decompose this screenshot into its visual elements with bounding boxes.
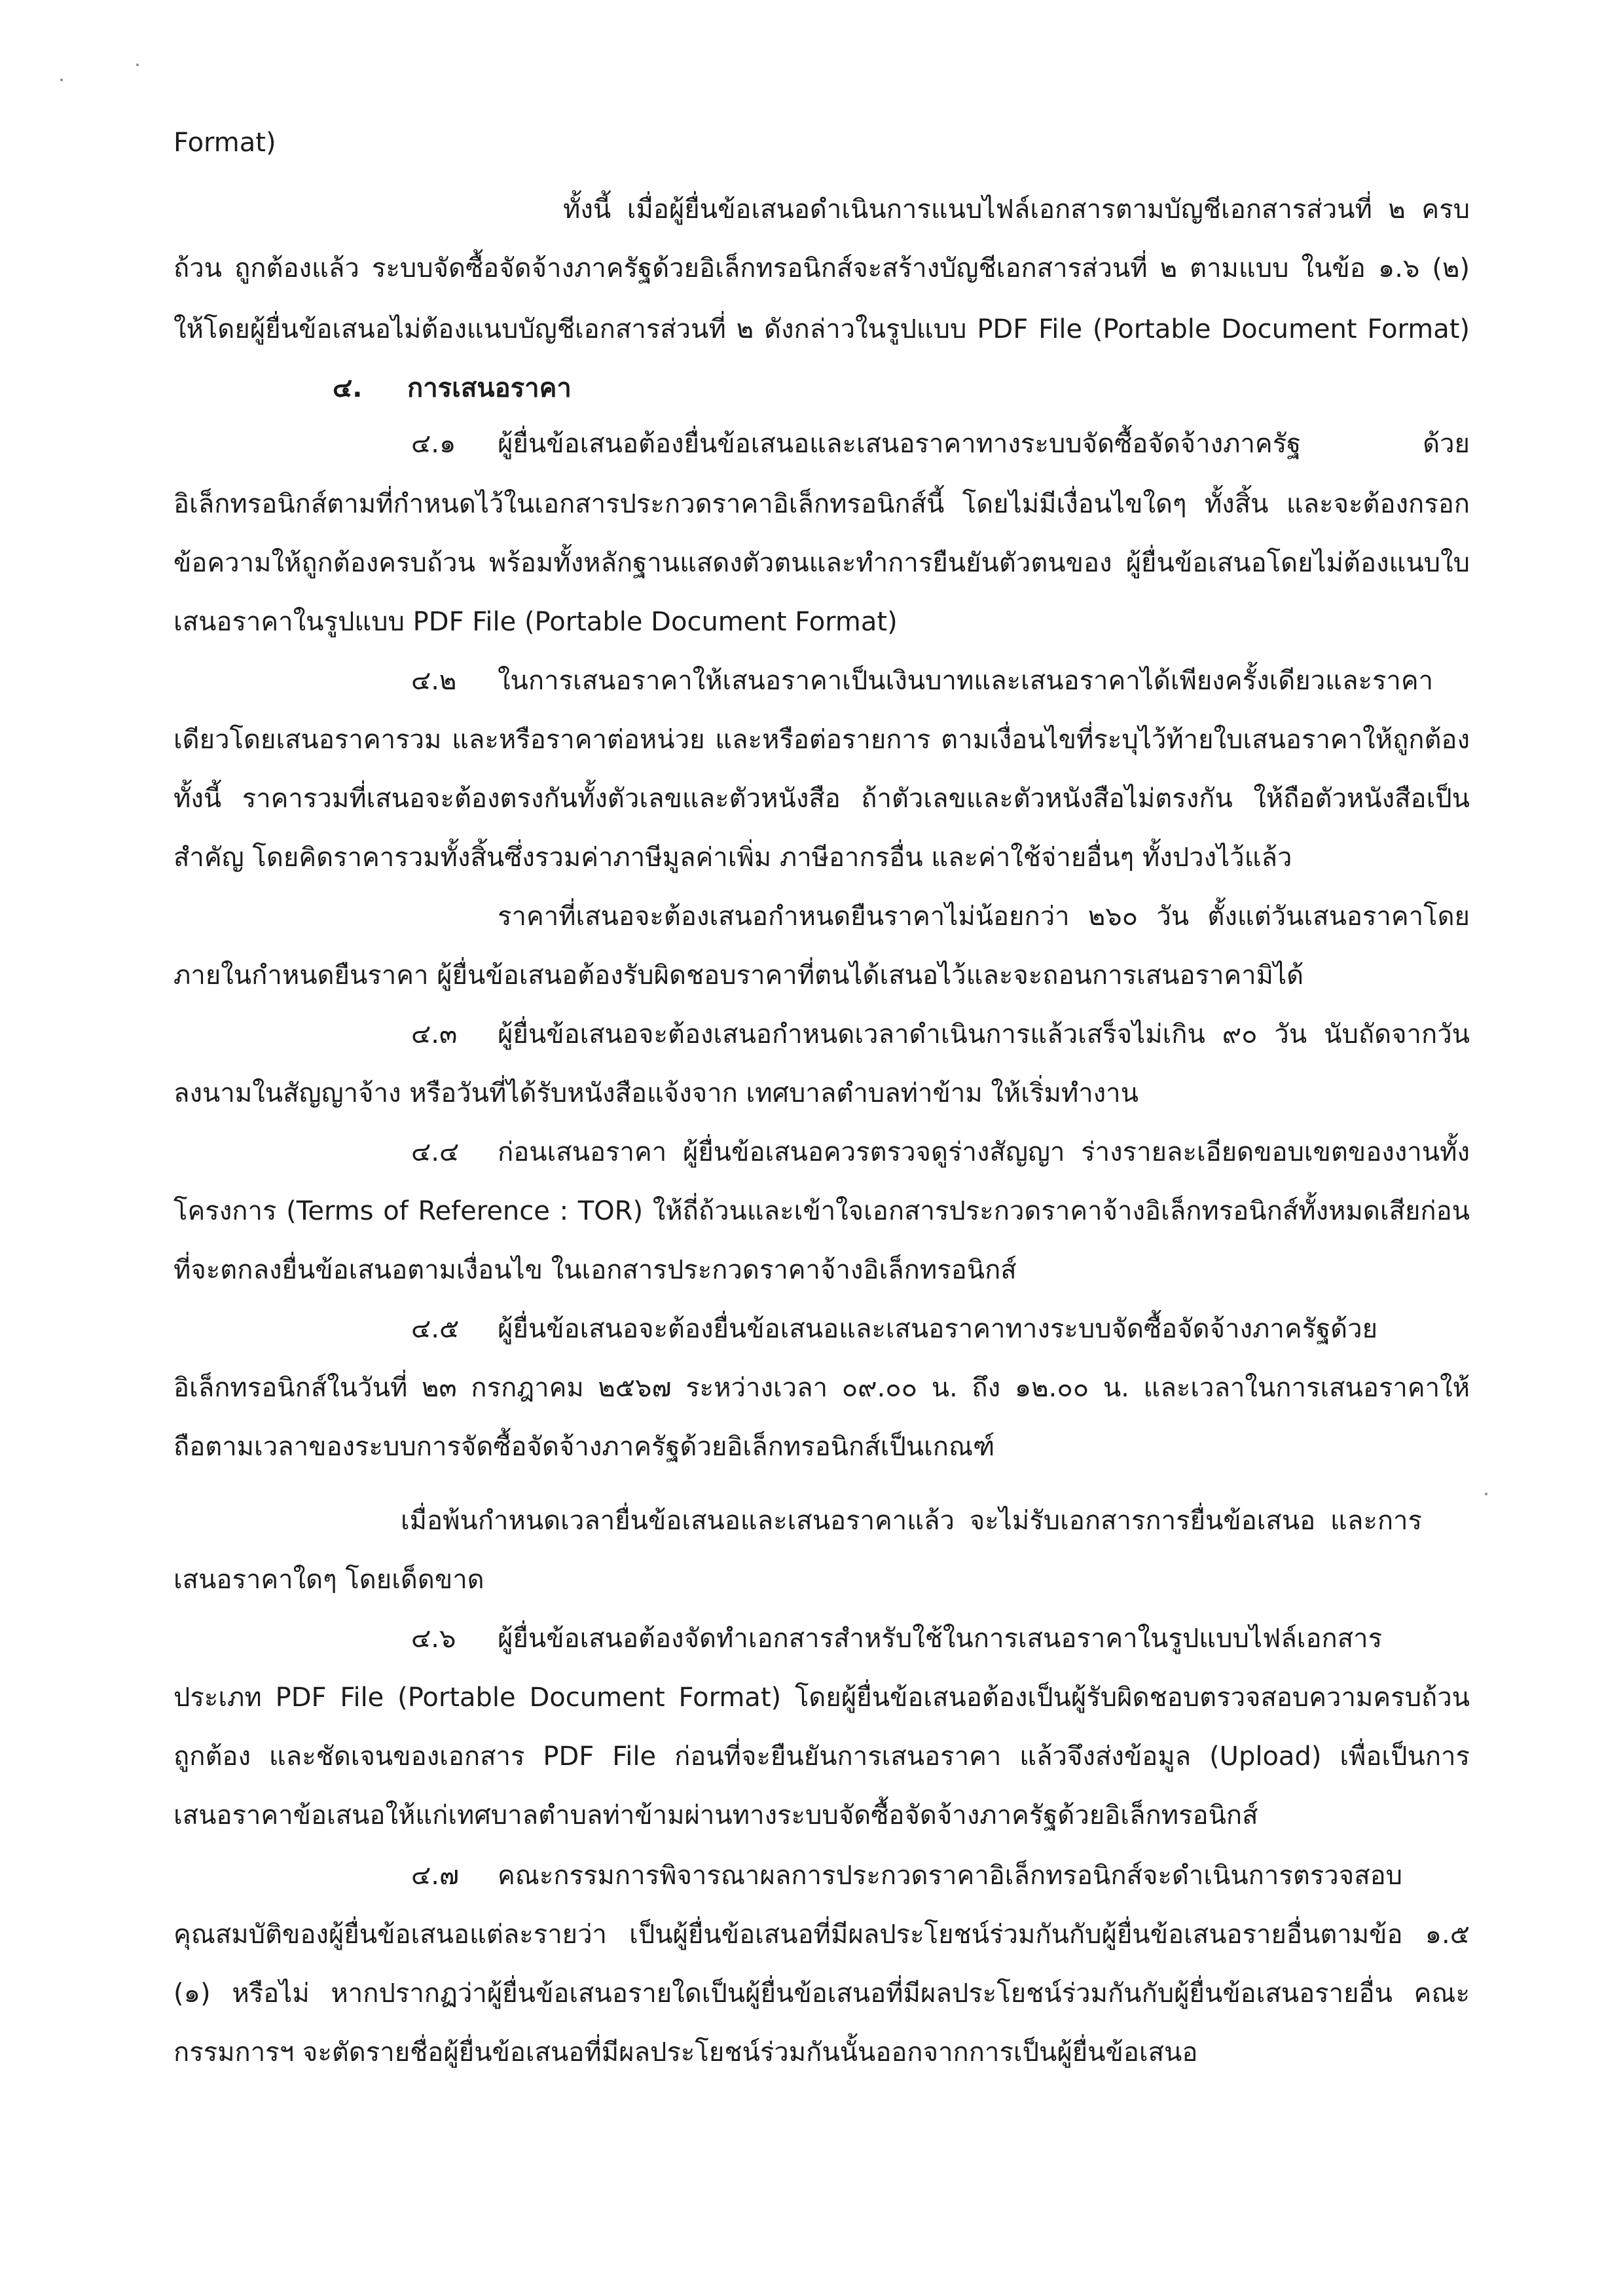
text-line: กรรมการฯ จะตัดรายชื่อผู้ยื่นข้อเสนอที่มีผลประโยชน์ร่วมกันนั้นออกจากการเป็นผู้ยื่นข้อเสนอ xyxy=(173,2037,1198,2068)
text-line: (๑) หรือไม่ หากปรากฏว่าผู้ยื่นข้อเสนอรายใดเป็นผู้ยื่นข้อเสนอที่มีผลประโยชน์ร่วมกันกับผู้ยื่นข้อเสนอรายอื่น คณะ xyxy=(173,1978,1470,2009)
text-line: เสนอราคาข้อเสนอให้แก่เทศบาลตำบลท่าข้ามผ่านทางระบบจัดซื้อจัดจ้างภาครัฐด้วยอิเล็กทรอนิกส์ xyxy=(173,1800,1258,1831)
section-number: ๔. xyxy=(333,373,363,403)
clause-number: ๔.๗ xyxy=(411,1861,460,1891)
section-heading: การเสนอราคา xyxy=(407,373,572,403)
text-line: ราคาที่เสนอจะต้องเสนอกำหนดยืนราคาไม่น้อยกว่า ๒๖๐ วัน ตั้งแต่วันเสนอราคาโดย xyxy=(498,902,1470,932)
text-line: ถือตามเวลาของระบบการจัดซื้อจัดจ้างภาครัฐด้วยอิเล็กทรอนิกส์เป็นเกณฑ์ xyxy=(173,1432,995,1462)
scan-speck xyxy=(136,64,139,66)
clause-number: ๔.๒ xyxy=(411,666,457,696)
text-line: ในการเสนอราคาให้เสนอราคาเป็นเงินบาทและเสนอราคาได้เพียงครั้งเดียวและราคา xyxy=(498,666,1434,696)
text-line: อิเล็กทรอนิกส์ตามที่กำหนดไว้ในเอกสารประกวดราคาอิเล็กทรอนิกส์นี้ โดยไม่มีเงื่อนไขใดๆ ทั้งสิ้น และจะต้องกรอก xyxy=(173,489,1470,519)
clause-number: ๔.๑ xyxy=(411,429,456,459)
text-line: เสนอราคาในรูปแบบ PDF File (Portable Document Format) xyxy=(173,607,898,637)
text-line: ผู้ยื่นข้อเสนอต้องจัดทำเอกสารสำหรับใช้ในการเสนอราคาในรูปแบบไฟล์เอกสาร xyxy=(498,1624,1383,1654)
text-line: ผู้ยื่นข้อเสนอจะต้องยื่นข้อเสนอและเสนอราคาทางระบบจัดซื้อจัดจ้างภาครัฐด้วย xyxy=(498,1314,1378,1344)
text-line: ก่อนเสนอราคา ผู้ยื่นข้อเสนอควรตรวจดูร่างสัญญา ร่างรายละเอียดขอบเขตของงานทั้ง xyxy=(498,1137,1470,1167)
text-line: คณะกรรมการพิจารณาผลการประกวดราคาอิเล็กทรอนิกส์จะดำเนินการตรวจสอบ xyxy=(498,1861,1403,1891)
scan-speck xyxy=(60,79,63,81)
text-line: เสนอราคาใดๆ โดยเด็ดขาด xyxy=(173,1565,484,1595)
text-line: ประเภท PDF File (Portable Document Format) โดยผู้ยื่นข้อเสนอต้องเป็นผู้รับผิดชอบตรวจสอบความครบถ้วน xyxy=(173,1683,1470,1713)
text-line: ภายในกำหนดยืนราคา ผู้ยื่นข้อเสนอต้องรับผิดชอบราคาที่ตนได้เสนอไว้และจะถอนการเสนอราคามิได้ xyxy=(173,960,1304,991)
text-line: ให้โดยผู้ยื่นข้อเสนอไม่ต้องแนบบัญชีเอกสารส่วนที่ ๒ ดังกล่าวในรูปแบบ PDF File (Portable Document Format) xyxy=(173,314,1470,344)
scan-speck xyxy=(1485,1493,1487,1495)
clause-number: ๔.๔ xyxy=(411,1137,460,1167)
text-line: Format) xyxy=(173,128,276,158)
text-line: ทั้งนี้ เมื่อผู้ยื่นข้อเสนอดำเนินการแนบไฟล์เอกสารตามบัญชีเอกสารส่วนที่ ๒ ครบ xyxy=(563,194,1470,225)
text-line: ทั้งนี้ ราคารวมที่เสนอจะต้องตรงกันทั้งตัวเลขและตัวหนังสือ ถ้าตัวเลขและตัวหนังสือไม่ตรงกัน ให้ถือตัวหนังสือเป็น xyxy=(173,784,1470,814)
text-line: ผู้ยื่นข้อเสนอจะต้องเสนอกำหนดเวลาดำเนินการแล้วเสร็จไม่เกิน ๙๐ วัน นับถัดจากวัน xyxy=(498,1019,1470,1049)
text-line: ถูกต้อง และชัดเจนของเอกสาร PDF File ก่อนที่จะยืนยันการเสนอราคา แล้วจึงส่งข้อมูล (Upload) เพื่อเป็นการ xyxy=(173,1741,1470,1772)
text-line: ถ้วน ถูกต้องแล้ว ระบบจัดซื้อจัดจ้างภาครัฐด้วยอิเล็กทรอนิกส์จะสร้างบัญชีเอกสารส่วนที่ ๒ ตามแบบ ในข้อ ๑.๖ (๒) xyxy=(173,253,1470,283)
clause-number: ๔.๖ xyxy=(411,1624,456,1654)
text-line: เดียวโดยเสนอราคารวม และหรือราคาต่อหน่วย และหรือต่อรายการ ตามเงื่อนไขที่ระบุไว้ท้ายใบเสนอราคาให้ถูกต้อง xyxy=(173,725,1470,755)
text-line: โครงการ (Terms of Reference : TOR) ให้ถี่ถ้วนและเข้าใจเอกสารประกวดราคาจ้างอิเล็กทรอนิกส์ทั้งหมดเสียก่อน xyxy=(173,1196,1470,1226)
text-line: อิเล็กทรอนิกส์ในวันที่ ๒๓ กรกฎาคม ๒๕๖๗ ระหว่างเวลา ๐๙.๐๐ น. ถึง ๑๒.๐๐ น. และเวลาในการเสนอราคาให้ xyxy=(173,1373,1470,1403)
clause-number: ๔.๕ xyxy=(411,1314,460,1344)
text-line: ที่จะตกลงยื่นข้อเสนอตามเงื่อนไข ในเอกสารประกวดราคาจ้างอิเล็กทรอนิกส์ xyxy=(173,1255,1017,1285)
text-line: ข้อความให้ถูกต้องครบถ้วน พร้อมทั้งหลักฐานแสดงตัวตนและทำการยืนยันตัวตนของ ผู้ยื่นข้อเสนอโดยไม่ต้องแนบใบ xyxy=(173,548,1470,578)
text-line: ผู้ยื่นข้อเสนอต้องยื่นข้อเสนอและเสนอราคาทางระบบจัดซื้อจัดจ้างภาครัฐ ด้วย xyxy=(498,429,1470,459)
clause-number: ๔.๓ xyxy=(411,1019,458,1049)
text-line: สำคัญ โดยคิดราคารวมทั้งสิ้นซึ่งรวมค่าภาษีมูลค่าเพิ่ม ภาษีอากรอื่น และค่าใช้จ่ายอื่นๆ ทั้งปวงไว้แล้ว xyxy=(173,843,1292,873)
text-line: คุณสมบัติของผู้ยื่นข้อเสนอแต่ละรายว่า เป็นผู้ยื่นข้อเสนอที่มีผลประโยชน์ร่วมกันกับผู้ยื่นข้อเสนอรายอื่นตามข้อ ๑.๕ xyxy=(173,1920,1470,1950)
text-line: ลงนามในสัญญาจ้าง หรือวันที่ได้รับหนังสือแจ้งจาก เทศบาลตำบลท่าข้าม ให้เริ่มทำงาน xyxy=(173,1078,1139,1108)
text-line: เมื่อพ้นกำหนดเวลายื่นข้อเสนอและเสนอราคาแล้ว จะไม่รับเอกสารการยื่นข้อเสนอ และการ xyxy=(401,1506,1422,1536)
